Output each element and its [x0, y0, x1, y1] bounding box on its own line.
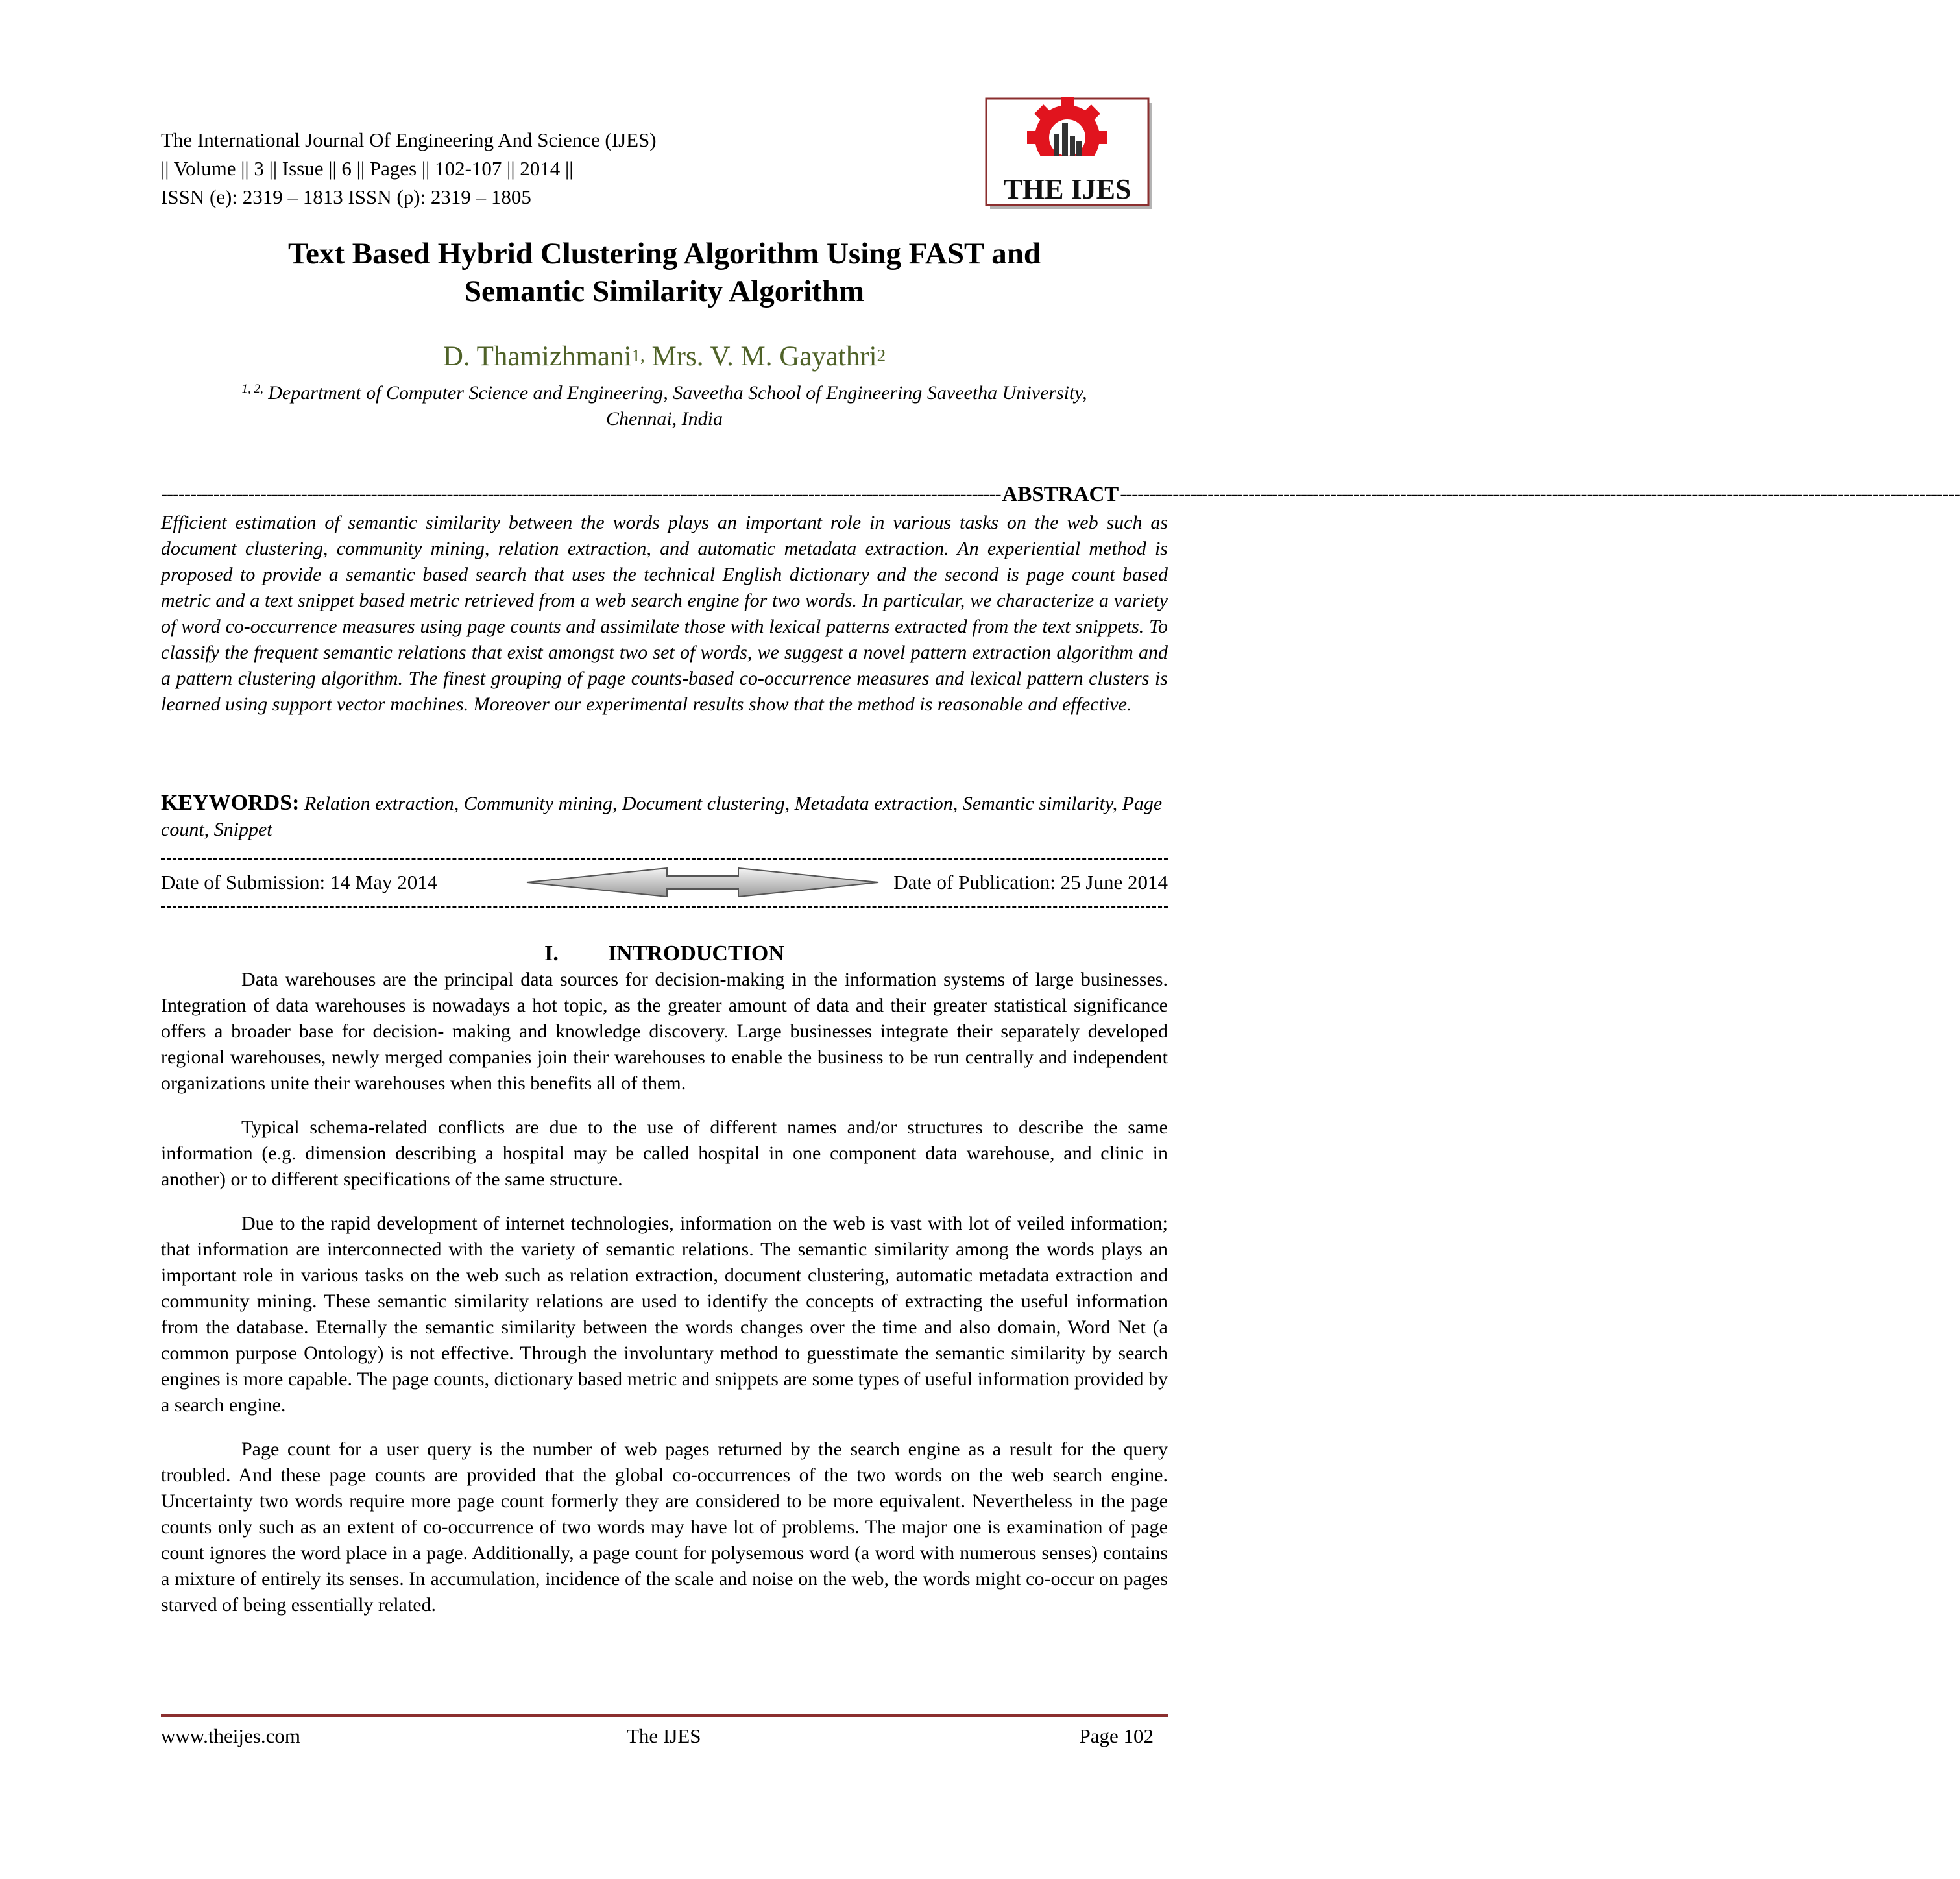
section-title: INTRODUCTION [607, 941, 784, 965]
author-superscript: 1, [631, 346, 645, 365]
introduction-body [161, 967, 1168, 1636]
journal-name: The International Journal Of Engineering And Science (IJES) [161, 128, 657, 151]
journal-volume-info: || Volume || 3 || Issue || 6 || Pages || 102-107 || 2014 || [161, 157, 574, 180]
page-number: Page 102 [1079, 1725, 1154, 1747]
keywords-label: KEYWORDS: [161, 791, 300, 815]
publication-date: Date of Publication: 25 June 2014 [893, 871, 1168, 893]
footer-website-link[interactable]: www.theijes.com [161, 1725, 300, 1747]
dash-divider [161, 858, 1168, 860]
logo-text: THE IJES [1003, 173, 1131, 205]
paragraph: Due to the rapid development of internet technologies, information on the web is vast with lot of veiled information; that information are interconnected with the variety of semantic relations. The semantic similarity among the words plays an important role in various tasks on the web such as relation extraction, document clustering, automatic metadata extraction and community mining. These semantic similarity relations are used to identify the concepts of extracting the useful information from the database. Eternally the semantic similarity between the words changes over the time and also domain, Word Net (a common purpose Ontology) is not effective. Through the involuntary method to guesstimate the semantic similarity by search engines is more capable. The page counts, dictionary based metric and snippets are some types of useful information provided by a search engine. [161, 1213, 1168, 1416]
dates-row [161, 867, 1168, 898]
affiliation: $^{1, 2,}$ Department of Computer Science and Engineering, Saveetha School of Engineering Saveetha University, Chennai, India [241, 382, 1087, 430]
paper-title: Text Based Hybrid Clustering Algorithm Using FAST and Semantic Similarity Algorithm [288, 237, 1041, 308]
footer-journal: The IJES [627, 1725, 701, 1747]
author-name: D. Thamizhmani [442, 341, 632, 372]
section-number: I. [544, 941, 559, 965]
journal-header [161, 126, 657, 212]
keywords [161, 790, 1168, 843]
keywords-list: Relation extraction, Community mining, Document clustering, Metadata extraction, Semantic similarity, Page count, Snippet [161, 793, 1163, 840]
paragraph: Typical schema-related conflicts are due to the use of different names and/or structures to describe the same information (e.g. dimension describing a hospital may be called hospital in one component data warehouse, and clinic in another) or to different specifications of the same structure. [161, 1117, 1168, 1190]
footer-rule [161, 1714, 1168, 1717]
section-heading [161, 940, 1168, 968]
submission-date: Date of Submission: 14 May 2014 [161, 871, 438, 893]
author-superscript: 2 [877, 346, 886, 365]
paragraph: Page count for a user query is the number of web pages returned by the search engine as a result for the query troubled. And these page counts are provided that the global co-occurrences of the two words on the web search engine. Uncertainty two words require more page count formerly they are considered to be more equivalent. Nevertheless in the page counts only such as an extent of co-occurrence of two words may have lot of problems. The major one is examination of page count ignores the word place in a page. Additionally, a page count for polysemous word (a word with numerous senses) contains a mixture of entirely its senses. In accumulation, incidence of the scale and noise on the web, the words might co-occur on pages starved of being essentially related. [161, 1438, 1168, 1616]
journal-issn: ISSN (e): 2319 – 1813 ISSN (p): 2319 – 1805 [161, 186, 531, 208]
affiliation-superscript: 1, 2, [241, 382, 263, 396]
dash-divider: ------------------------------------------------------------------------------------------------------------------------------------------------ [161, 483, 1001, 505]
author-name: Mrs. V. M. Gayathri [651, 341, 877, 372]
double-arrow-icon [524, 863, 881, 902]
abstract-label: ABSTRACT [1002, 483, 1119, 506]
gear-icon [1027, 97, 1107, 179]
ijes-logo [985, 97, 1155, 212]
dash-divider [161, 906, 1168, 908]
abstract-heading [161, 483, 1960, 506]
author-list [161, 340, 1168, 374]
abstract-text: Efficient estimation of semantic similarity between the words plays an important role in various tasks on the web such as document clustering, community mining, relation extraction, and automatic metadata extraction. An experiential method is proposed to provide a semantic based search that uses the technical English dictionary and the second is page count based metric and a text snippet based metric retrieved from a web search engine for two words. In particular, we characterize a variety of word co-occurrence measures using page counts and assimilate those with lexical patterns extracted from the text snippets. To classify the frequent semantic relations that exist amongst two set of words, we suggest a novel pattern extraction algorithm and a pattern clustering algorithm. The finest grouping of page counts-based co-occurrence measures and lexical pattern clusters is learned using support vector machines. Moreover our experimental results show that the method is reasonable and effective. [161, 512, 1168, 715]
paragraph: Data warehouses are the principal data sources for decision-making in the information systems of large businesses. Integration of data warehouses is nowadays a hot topic, as the greater amount of data and their greater statistical significance offers a broader base for decision- making and knowledge discovery. Large businesses integrate their separately developed regional warehouses, newly merged companies join their warehouses to enable the business to be run centrally and independent organizations unite their warehouses when this benefits all of them. [161, 969, 1168, 1094]
dash-divider: ------------------------------------------------------------------------------------------------------------------------------------------------ [1120, 483, 1960, 505]
